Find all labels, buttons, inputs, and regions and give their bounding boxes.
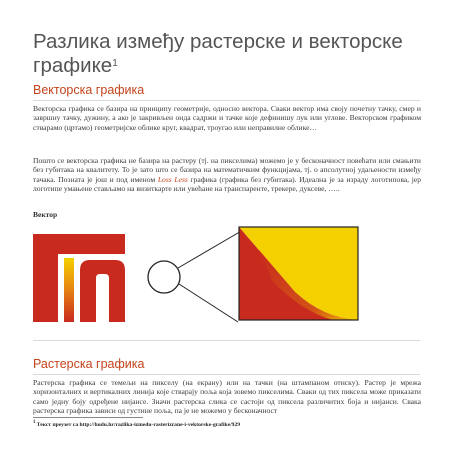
zoom-circle: [148, 261, 180, 293]
zoom-line-bottom: [179, 284, 238, 322]
zoomed-detail: [239, 227, 358, 320]
logo-arch: [80, 260, 125, 322]
zoom-line-top: [178, 230, 243, 268]
raster-paragraph: Растерска графика се темељи на пикселу (на екрану) или на тачки (на штампаном отиску). Растер је мрежа хоризонталних и вертикалних линија које стварају поља која зовемо пикселима. Сваки од тих пиксела може приказати само једну боју одређене нијансе. Значи растерска слика се састоји од пиксела различитих боја и нијанси. Свака растерска графика зависи од густине поља, па је не можемо у бесконачност: [33, 378, 421, 415]
logo-gradient-stripe: [64, 258, 74, 322]
footnote-divider: [33, 417, 143, 418]
section-divider: [33, 374, 420, 375]
footnote: [33, 420, 240, 428]
logo-mark: [33, 234, 125, 322]
footnote-link[interactable]: http://hudu.hr/razlika-izmedu-rasterizrane-i-vektorske-grafike/929: [79, 421, 241, 428]
vector-paragraph-1: Векторска графика се базира на принципу геометрије, односно вектора. Сваки вектор има своју почетну тачку, смер и завршну тачку, дужину, а ако је закривљен онда садржи и тачке које дефинишу лук или углове. Векторском графиком стварамо (цртамо) геометријске облике круг, квадрат, троугао или неправилне облике…: [33, 104, 421, 132]
vector-paragraph-2: [33, 156, 421, 193]
section-heading-vector: Векторска графика: [33, 83, 145, 97]
footnote-marker: 1: [33, 420, 36, 425]
logo-top-bar: [33, 234, 125, 254]
page-title: [33, 30, 433, 78]
vector-logo-figure: [33, 222, 423, 332]
section-heading-raster: Растерска графика: [33, 357, 145, 371]
vector-paragraph-2-part2: графика (графика без губитака). Идеална је за израду логотипова, јер логотипе умањене стављамо на визиткарте или увећане на транспаренте, трекере, дуксеве, …..: [33, 174, 421, 193]
section-divider: [33, 340, 420, 341]
footnote-prefix: Текст преузет са: [36, 421, 80, 428]
vector-paragraph-2-part1: Пошто се векторска графика не базира на растеру (тј. на пикселима) можемо је у бесконачност повећати или смањити без губитака на квалитету. То је зато што се базира на математичким функцијама, тј. о апсолутној удаљености између тачака. Позната је још и под именом: [33, 156, 421, 184]
section-divider: [33, 100, 420, 101]
loss-less-term: Loss Less: [157, 174, 188, 184]
page-title-text: Разлика између растерске и векторске графике: [33, 30, 403, 77]
title-footnote-marker[interactable]: 1: [112, 58, 118, 69]
figure-label: Вектор: [33, 210, 58, 219]
